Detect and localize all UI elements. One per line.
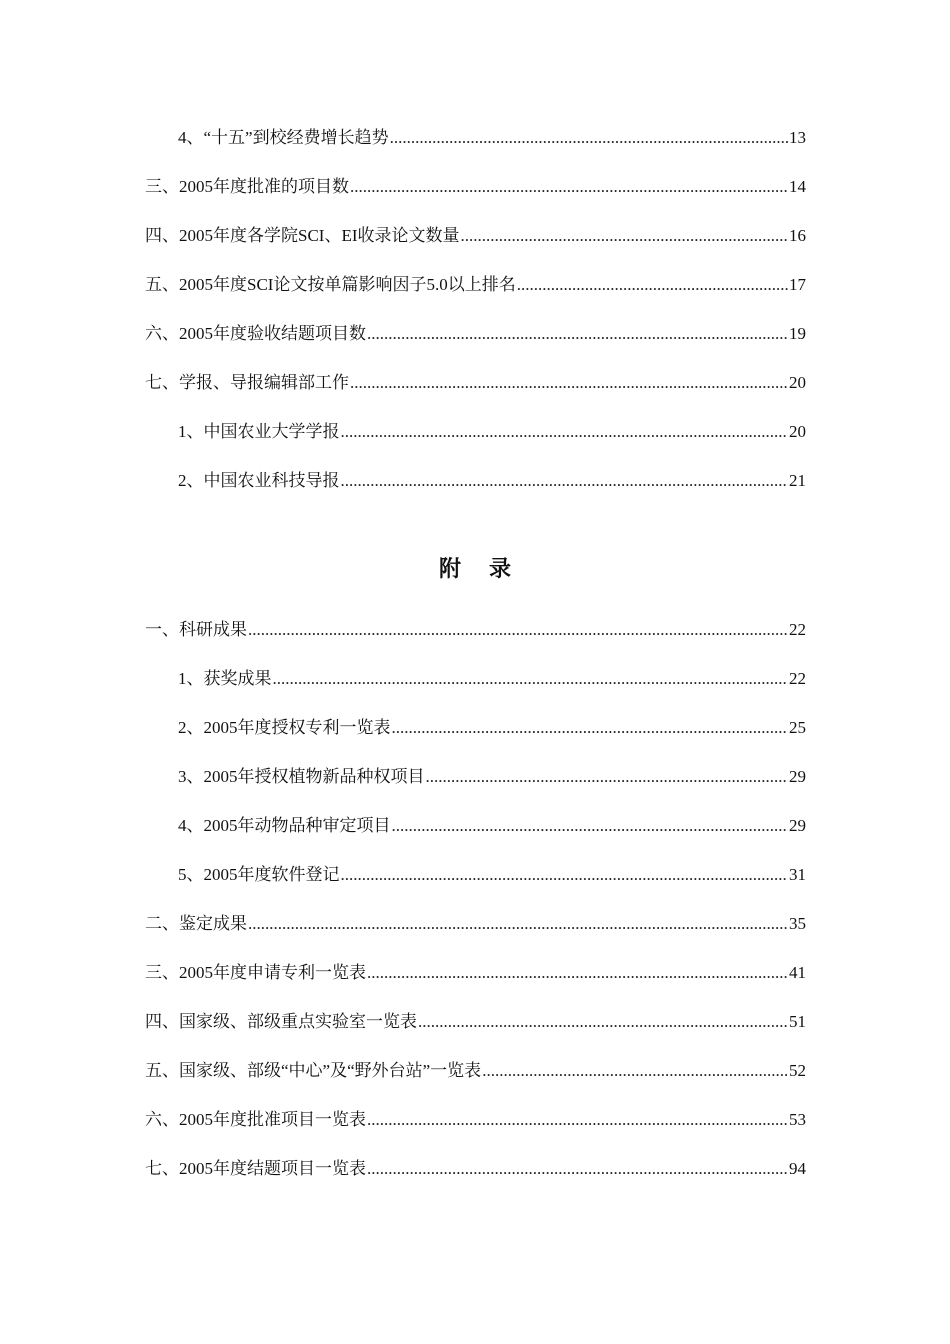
toc-entry[interactable] [145, 959, 806, 1008]
toc-entry-page: 17 [789, 275, 806, 294]
toc-entry[interactable] [145, 616, 806, 665]
toc-entry[interactable] [145, 173, 806, 222]
toc-leader-dots [273, 665, 789, 693]
toc-leader-dots [350, 369, 788, 397]
toc-entry-title: 2、2005年度授权专利一览表 [178, 718, 391, 737]
toc-entry-title: 5、2005年度软件登记 [178, 865, 340, 884]
toc-leader-dots [461, 222, 789, 250]
toc-entry[interactable] [145, 320, 806, 369]
toc-leader-dots [392, 812, 789, 840]
toc-entry-page: 14 [789, 177, 806, 196]
toc-leader-dots [248, 910, 788, 938]
toc-entry-page: 21 [789, 471, 806, 490]
toc-leader-dots [341, 418, 789, 446]
toc-entry-page: 51 [789, 1012, 806, 1031]
toc-leader-dots [418, 1008, 788, 1036]
toc-entry-title: 4、“十五”到校经费增长趋势 [178, 128, 389, 147]
toc-entry-page: 35 [789, 914, 806, 933]
toc-entry[interactable] [145, 1057, 806, 1106]
toc-entry-page: 19 [789, 324, 806, 343]
toc-entry-title: 4、2005年动物品种审定项目 [178, 816, 391, 835]
toc-entry-title: 1、获奖成果 [178, 669, 272, 688]
toc-entry-title: 二、鉴定成果 [145, 914, 247, 933]
toc-leader-dots [517, 271, 788, 299]
toc-entry[interactable] [145, 812, 806, 861]
toc-entry-page: 52 [789, 1061, 806, 1080]
toc-entry-title: 七、2005年度结题项目一览表 [145, 1159, 366, 1178]
toc-entry-page: 25 [789, 718, 806, 737]
toc-leader-dots [367, 1155, 788, 1183]
toc-entry[interactable] [145, 222, 806, 271]
toc-leader-dots [341, 861, 789, 889]
toc-entry[interactable] [145, 1155, 806, 1204]
toc-entry-page: 29 [789, 816, 806, 835]
appendix-heading: 附录 [438, 556, 539, 582]
toc-entry[interactable] [145, 1008, 806, 1057]
toc-entry-title: 五、国家级、部级“中心”及“野外台站”一览表 [145, 1061, 482, 1080]
toc-entry-page: 41 [789, 963, 806, 982]
toc-entry-page: 29 [789, 767, 806, 786]
toc-entry-title: 七、学报、导报编辑部工作 [145, 373, 349, 392]
toc-entry-title: 四、2005年度各学院SCI、EI收录论文数量 [145, 226, 460, 245]
toc-entry-title: 1、中国农业大学学报 [178, 422, 340, 441]
toc-entry-page: 22 [789, 620, 806, 639]
toc-entry-page: 20 [789, 422, 806, 441]
toc-leader-dots [350, 173, 788, 201]
toc-entry[interactable] [145, 910, 806, 959]
toc-entry-page: 22 [789, 669, 806, 688]
toc-entry[interactable] [145, 271, 806, 320]
toc-leader-dots [248, 616, 788, 644]
toc-entry-title: 2、中国农业科技导报 [178, 471, 340, 490]
toc-entry-title: 六、2005年度批准项目一览表 [145, 1110, 366, 1129]
toc-entry-page: 53 [789, 1110, 806, 1129]
toc-leader-dots [482, 1057, 788, 1085]
toc-entry[interactable] [145, 861, 806, 910]
toc-entry-title: 三、2005年度申请专利一览表 [145, 963, 366, 982]
toc-entry-page: 16 [789, 226, 806, 245]
toc-entry-title: 3、2005年授权植物新品种权项目 [178, 767, 425, 786]
toc-entry-page: 31 [789, 865, 806, 884]
toc-entry-title: 四、国家级、部级重点实验室一览表 [145, 1012, 417, 1031]
toc-entry[interactable] [145, 665, 806, 714]
toc-entry[interactable] [145, 369, 806, 418]
toc-entry[interactable] [145, 714, 806, 763]
toc-entry[interactable] [145, 418, 806, 467]
toc-entry-page: 13 [789, 128, 806, 147]
toc-leader-dots [392, 714, 789, 742]
toc-entry-title: 五、2005年度SCI论文按单篇影响因子5.0以上排名 [145, 275, 516, 294]
toc-entry[interactable] [145, 467, 806, 516]
toc-leader-dots [367, 959, 788, 987]
toc-entry-page: 20 [789, 373, 806, 392]
toc-entry-page: 94 [789, 1159, 806, 1178]
toc-entry[interactable] [145, 763, 806, 812]
toc-leader-dots [367, 1106, 788, 1134]
toc-entry[interactable] [145, 124, 806, 173]
toc-entry[interactable] [145, 1106, 806, 1155]
toc-section-appendix [145, 616, 806, 1204]
toc-entry-title: 六、2005年度验收结题项目数 [145, 324, 366, 343]
toc-leader-dots [426, 763, 789, 791]
toc-entry-title: 一、科研成果 [145, 620, 247, 639]
toc-section-main [145, 124, 806, 516]
toc-entry-title: 三、2005年度批准的项目数 [145, 177, 349, 196]
toc-leader-dots [390, 124, 788, 152]
toc-leader-dots [341, 467, 789, 495]
toc-leader-dots [367, 320, 788, 348]
